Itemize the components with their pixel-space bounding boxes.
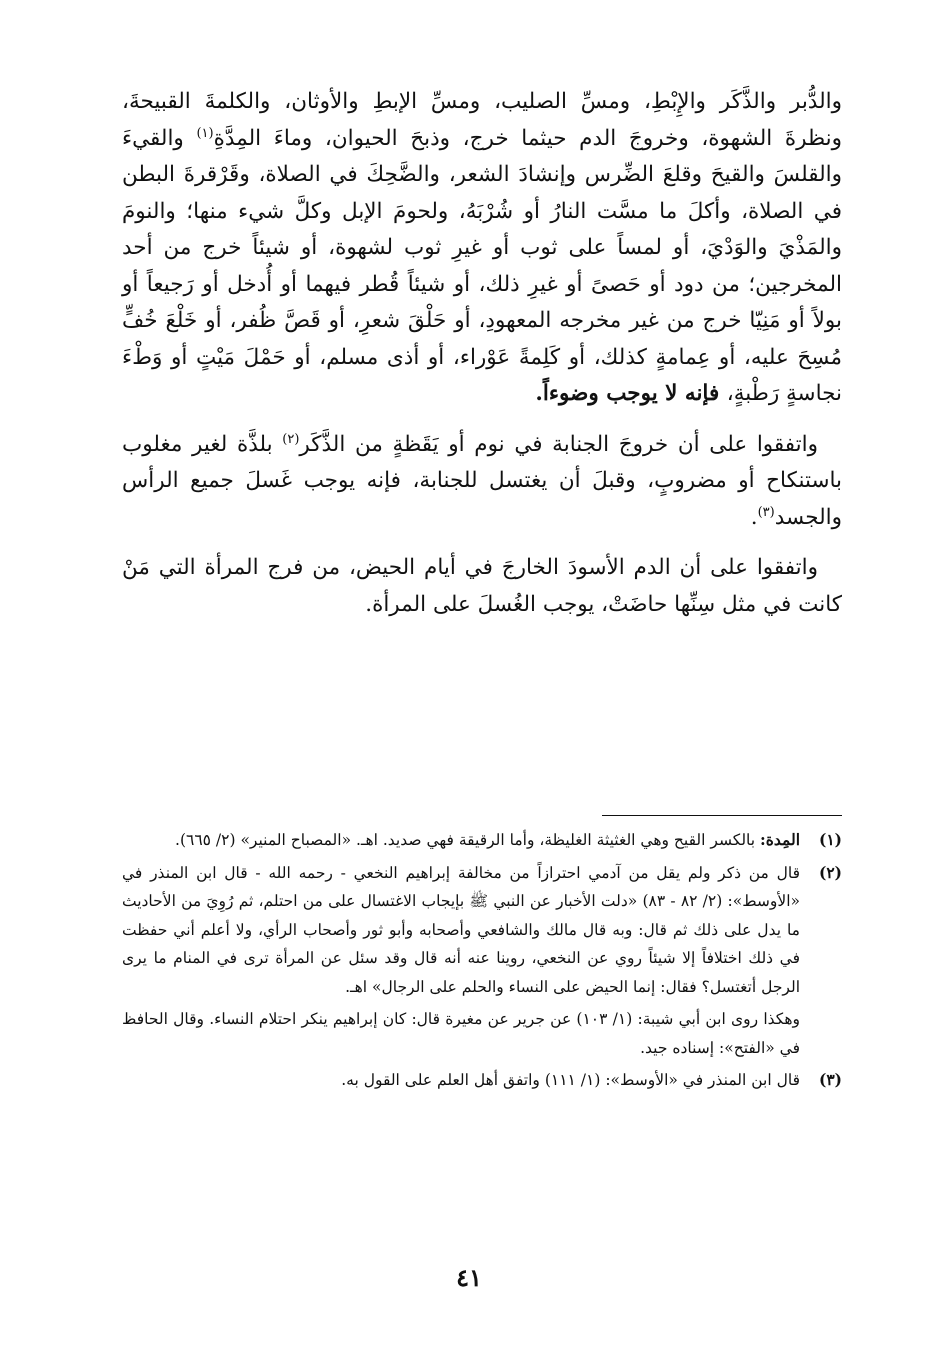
footnote-ref-1[interactable]: (١) xyxy=(196,125,214,141)
paragraph-3: واتفقوا على أن الدم الأسودَ الخارجَ في أيام الحيض، من فرج المرأة التي مَنْ كانت في مثل سِنِّها حاضَتْ، يوجب الغُسلَ على المرأة. xyxy=(122,555,842,617)
footnote-3 xyxy=(122,1066,842,1095)
main-text xyxy=(122,84,842,637)
paragraph-2-part1: واتفقوا على أن خروجَ الجنابة في نوم أو يَقَظةٍ من الذَّكَر xyxy=(299,431,819,457)
paragraph-1 xyxy=(122,84,842,413)
footnote-continuation: وهكذا روى ابن أبي شيبة: (١/ ١٠٣) عن جرير عن مغيرة قال: كان إبراهيم ينكر احتلام النساء. وقال الحافظ في «الفتح»: إسناده جيد. xyxy=(122,1010,801,1057)
footnote-text: قال من ذكر ولم يقل من آدمي احترازاً من مخالفة إبراهيم النخعي - رحمه الله - قال ابن المنذر في «الأوسط»: (٢/ ٨٢ - ٨٣) «دلت الأخبار عن النبي ﷺ بإيجاب الاغتسال على من احتلم، ثم رُوِيَ من الأحاديث ما يدل على ذلك ثم قال: وبه قال مالك والشافعي وأصحابه وأبو ثور وأصحاب الرأي، ولا أعلم أني حفظت في ذلك اختلافاً إلا شيئاً روي عن النخعي، روينا عنه أنه قال وقد سئل عن المرأة ترى في المنام ما يرى الرجل أتغتسل؟ فقال: إنما الحيض على النساء والحلم على الرجال» اهـ. xyxy=(122,863,801,996)
footnote-number: (١) xyxy=(818,830,842,849)
paragraph-2 xyxy=(122,427,842,537)
footnote-ref-3[interactable]: (٣) xyxy=(757,504,775,520)
footnote-body xyxy=(122,1066,800,1095)
footnote-divider xyxy=(602,815,842,816)
footnote-number: (٢) xyxy=(818,862,842,882)
paragraph-1-part2: والقيءَ والقلسَ والقيحَ وقلعَ الضِّرس وإنشادَ الشعر، والضَّحِكَ في الصلاة، وقَرْقرةَ البطن في الصلاة، وأكلَ ما مسَّت النارُ أو شُرْبَهُ، ولحومَ الإبل وكلَّ شيء منها؛ والنومَ والمَذْيَ والوَدْيَ، أو لمساً على ثوب أو غيرِ ثوب لشهوة، أو شيئاً خرج من أحد المخرجين؛ من دود أو حَصىً أو غيرِ ذلك، أو شيئاً قُطر فيهما أو أُدخل أو رَجيعاً أو بولاً أو مَنِيّا خرج من غير مخرجه المعهودِ، أو حَلْقَ شعرِ، أو قَصَّ ظُفر، أو خَلْعَ خُفٍّ مُسِحَ عليه، أو عِمامةٍ كذلك، أو كَلِمةً عَوْراء، أو أذى مسلم، أو حَمْلَ مَيْتٍ أو وَطْءَ نجاسةٍ رَطْبةٍ، xyxy=(122,125,842,406)
footnote-2 xyxy=(122,859,842,1063)
footnote-number: (٣) xyxy=(818,1070,842,1089)
footnote-text: قال ابن المنذر في «الأوسط»: (١/ ١١١) واتفق أهل العلم على القول به. xyxy=(341,1071,800,1089)
paragraph-2-part2: بلذَّة لغير مغلوب باستنكاح أو مضروبٍ، وقبلَ أن يغتسل للجنابة، فإنه يوجب غَسلَ جميع الرأس والجسد xyxy=(122,431,842,530)
paragraph-2-part3: . xyxy=(750,504,758,530)
footnote-text xyxy=(122,826,800,855)
footnote-term: المِدة: xyxy=(760,830,800,849)
paragraph-1-conclusion: فإنه لا يوجب وضوءاً. xyxy=(535,381,727,406)
footnotes xyxy=(122,826,842,1099)
paragraph-1-part1: والدُّبر والذَّكَر والإِبْطِ، ومسِّ الصليب، ومسِّ الإبطِ والأوثان، والكلمةَ القبيحةَ، ونظرةَ الشهوة، وخروجَ الدم حيثما خرج، وذبحَ الحيوان، وماءَ المِدَّةِ xyxy=(122,89,843,151)
footnote-definition: بالكسر القيح وهي الغثيثة الغليظة، وأما الرقيقة فهي صديد. اهـ. «المصباح المنير» (٢/ ٦٦٥). xyxy=(175,831,761,849)
page-number: ٤١ xyxy=(456,1263,482,1292)
footnote-ref-2[interactable]: (٢) xyxy=(282,431,300,447)
footnote-1 xyxy=(122,826,842,855)
footnote-body xyxy=(122,826,800,855)
footnote-body xyxy=(122,859,800,1063)
